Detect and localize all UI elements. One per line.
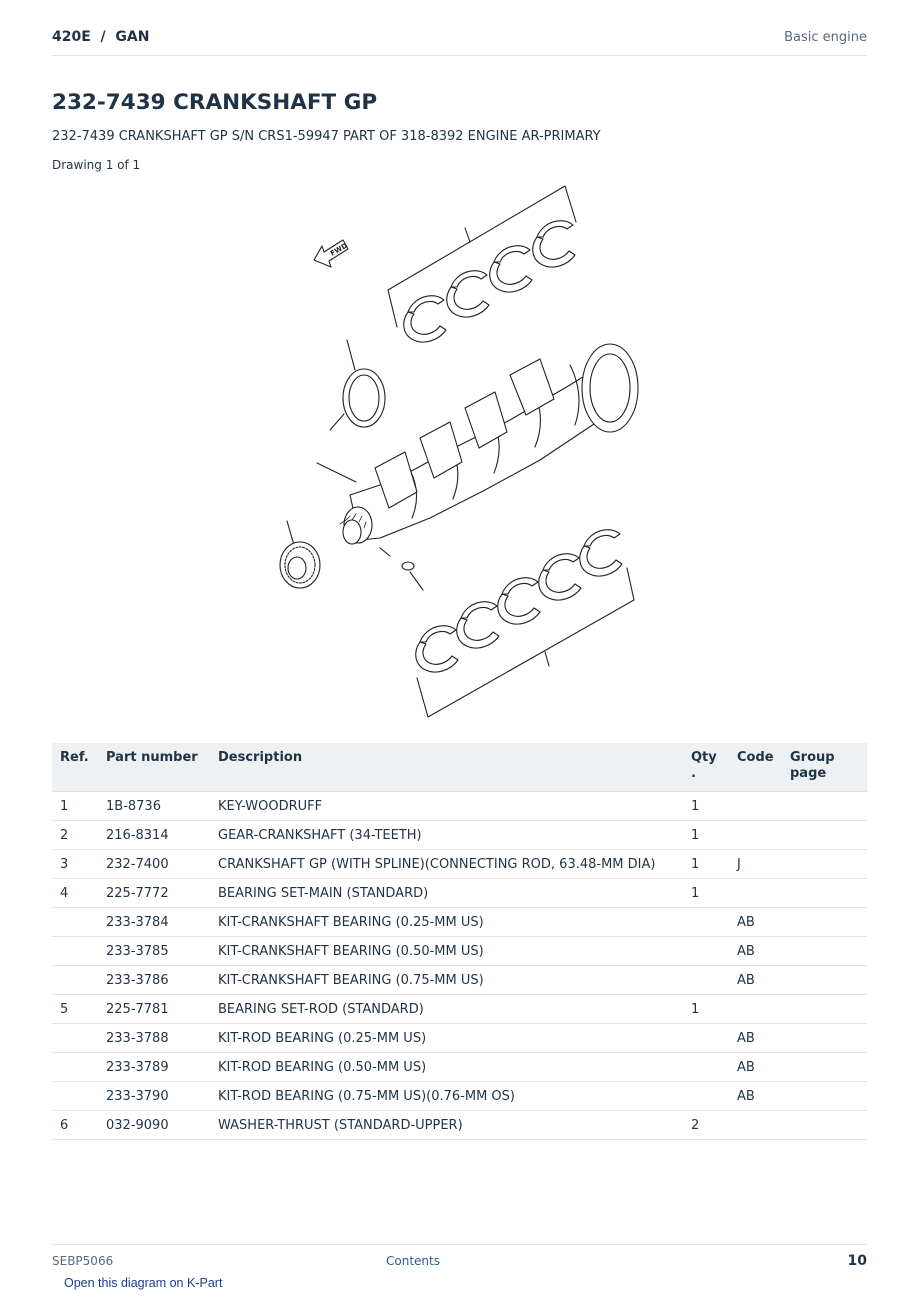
main-bearing-set xyxy=(388,186,576,342)
page-title: 232-7439 CRANKSHAFT GP xyxy=(52,90,378,115)
table-row: 233-3786 KIT-CRANKSHAFT BEARING (0.75-MM US) AB xyxy=(52,966,867,995)
table-row: 4 225-7772 BEARING SET-MAIN (STANDARD) 1 xyxy=(52,879,867,908)
fwd-arrow-icon xyxy=(314,240,349,267)
table-row: 233-3788 KIT-ROD BEARING (0.25-MM US) AB xyxy=(52,1024,867,1053)
table-row: 233-3784 KIT-CRANKSHAFT BEARING (0.25-MM US) AB xyxy=(52,908,867,937)
model-breadcrumb: 420E / GAN xyxy=(52,29,150,45)
open-kpart-link[interactable]: Open this diagram on K-Part xyxy=(64,1276,223,1290)
table-row: 5 225-7781 BEARING SET-ROD (STANDARD) 1 xyxy=(52,995,867,1024)
woodruff-key xyxy=(380,548,423,590)
table-row: 2 216-8314 GEAR-CRANKSHAFT (34-TEETH) 1 xyxy=(52,821,867,850)
table-row: 233-3785 KIT-CRANKSHAFT BEARING (0.50-MM US) AB xyxy=(52,937,867,966)
page-header xyxy=(52,28,867,56)
page-number: 10 xyxy=(847,1253,867,1269)
table-row: 6 032-9090 WASHER-THRUST (STANDARD-UPPER) 2 xyxy=(52,1111,867,1140)
page-subtitle: 232-7439 CRANKSHAFT GP S/N CRS1-59947 PART OF 318-8392 ENGINE AR-PRIMARY xyxy=(52,129,601,144)
drawing-count: Drawing 1 of 1 xyxy=(52,158,141,172)
fwd-label: FWD xyxy=(329,241,349,258)
contents-link[interactable]: Contents xyxy=(386,1254,440,1268)
column-header-code: Code xyxy=(737,743,790,792)
table-row: 3 232-7400 CRANKSHAFT GP (WITH SPLINE)(CONNECTING ROD, 63.48-MM DIA) 1 J xyxy=(52,850,867,879)
table-header-row xyxy=(52,743,867,792)
column-header-part-number: Part number xyxy=(106,743,218,792)
table-row: 233-3789 KIT-ROD BEARING (0.50-MM US) AB xyxy=(52,1053,867,1082)
thrust-washer xyxy=(330,340,385,430)
page-footer xyxy=(52,1244,867,1274)
column-header-qty: Qty . xyxy=(691,743,737,792)
column-header-description: Description xyxy=(218,743,691,792)
table-row: 233-3790 KIT-ROD BEARING (0.75-MM US)(0.76-MM OS) AB xyxy=(52,1082,867,1111)
exploded-crankshaft-diagram xyxy=(270,180,660,725)
parts-table xyxy=(52,743,867,1140)
column-header-ref: Ref. xyxy=(52,743,106,792)
section-label: Basic engine xyxy=(784,30,867,45)
column-header-group-page: Group page xyxy=(790,743,867,792)
document-id: SEBP5066 xyxy=(52,1254,114,1268)
crankshaft-gear xyxy=(280,521,320,588)
table-row: 1 1B-8736 KEY-WOODRUFF 1 xyxy=(52,792,867,821)
rod-bearing-set xyxy=(416,530,634,717)
